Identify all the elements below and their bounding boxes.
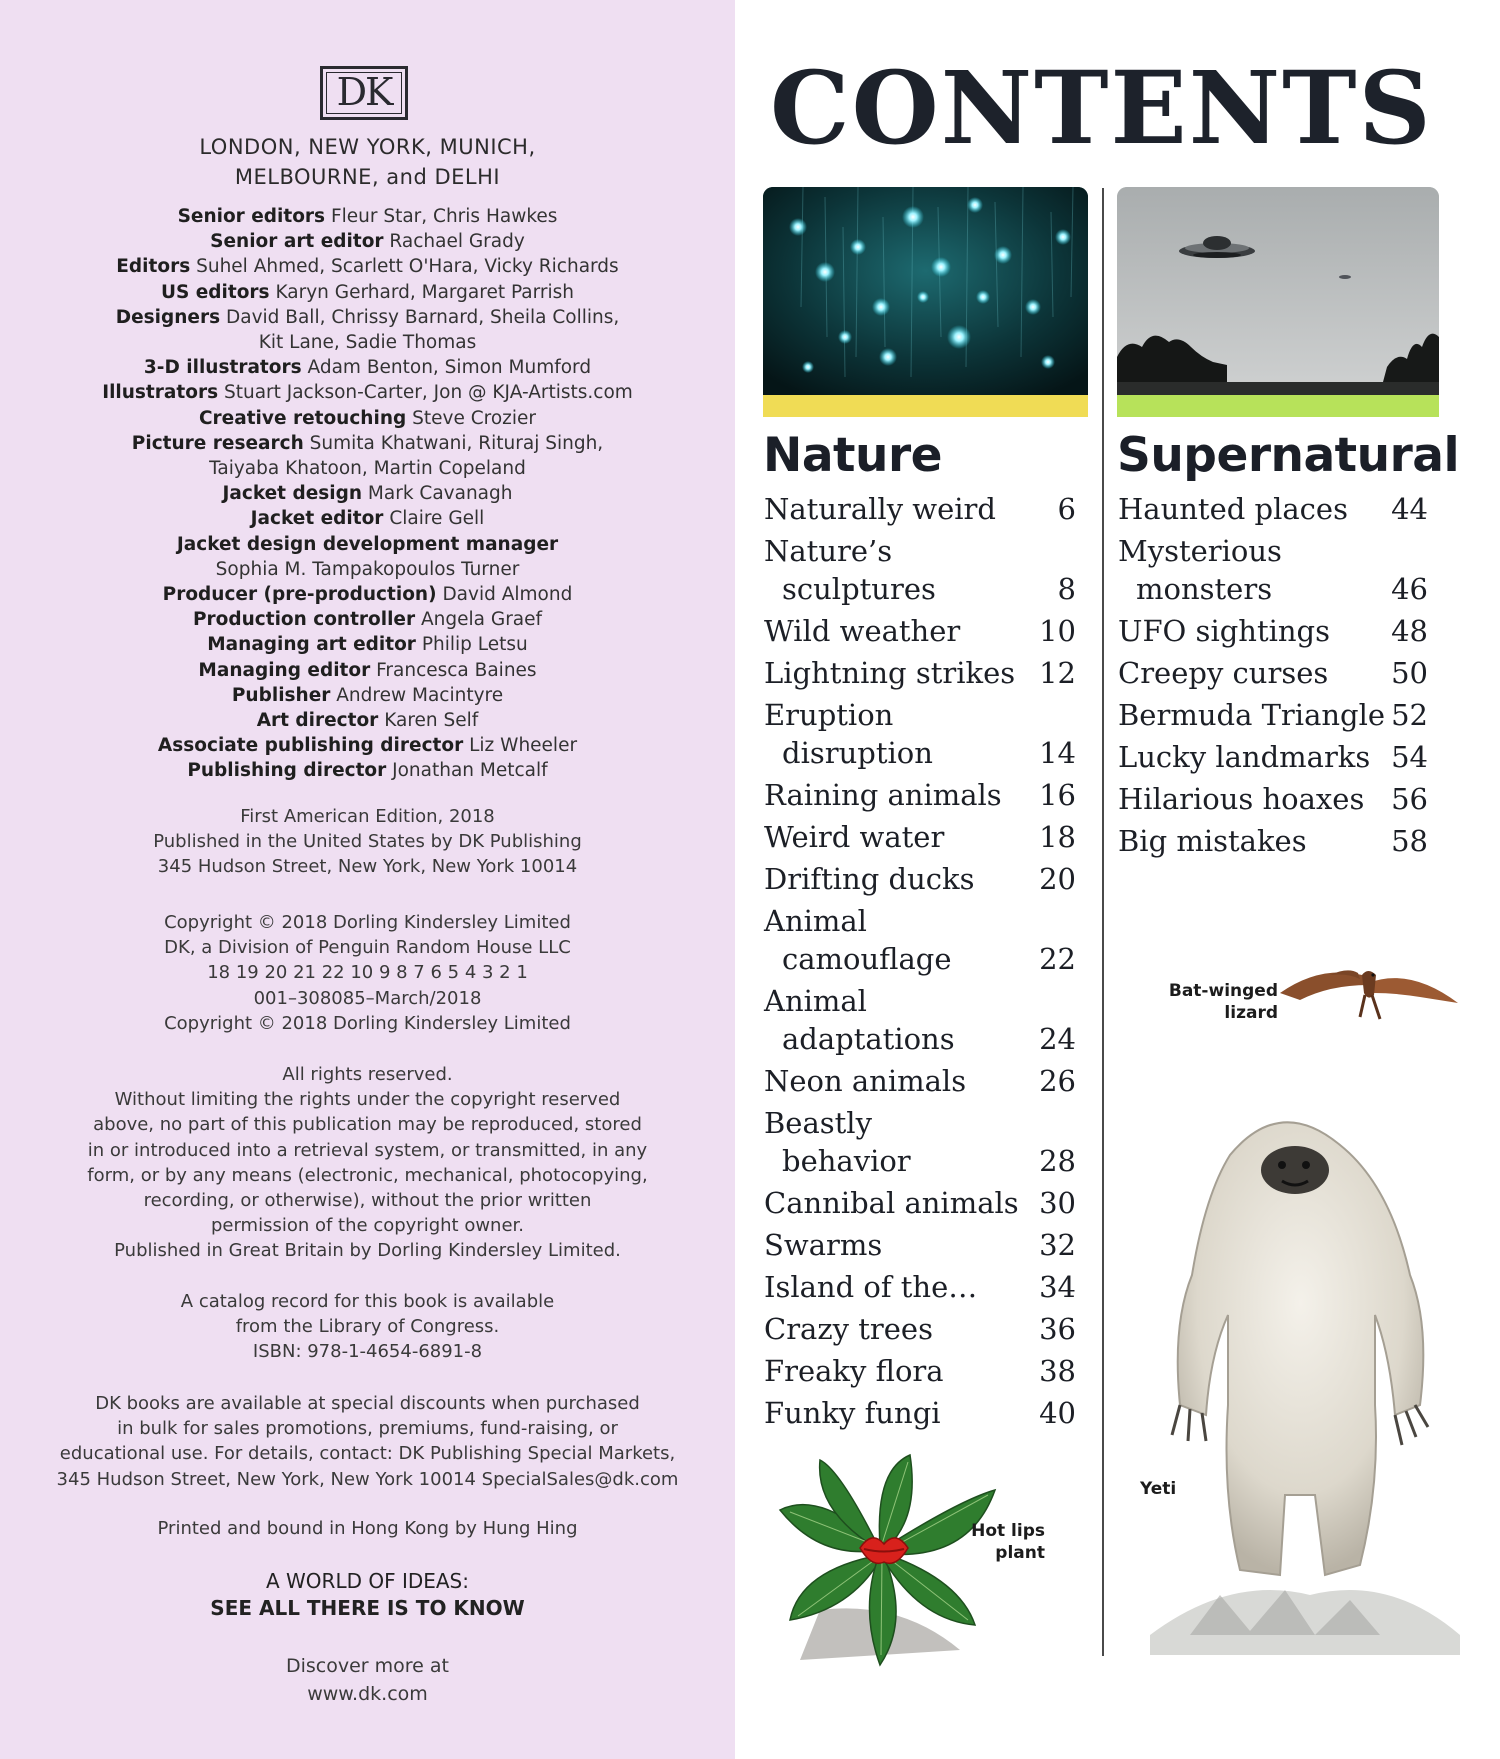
toc-entry[interactable]	[764, 696, 1076, 772]
credit-names: David Ball, Chrissy Barnard, Sheila Collins,	[225, 306, 620, 328]
credit-line	[0, 658, 735, 683]
nature-toc-list	[764, 490, 1076, 1436]
credit-names: Steve Crozier	[412, 407, 536, 429]
rights-line: in or introduced into a retrieval system, or transmitted, in any	[87, 1139, 648, 1161]
toc-entry-title: UFO sightings	[1118, 614, 1331, 648]
credit-line	[0, 355, 735, 380]
toc-entry-title: Haunted places	[1118, 492, 1348, 526]
credit-line	[0, 456, 735, 481]
ufo-photo	[1117, 187, 1439, 417]
credit-line	[0, 557, 735, 582]
toc-entry-title: Big mistakes	[1118, 824, 1307, 858]
rights-line: form, or by any means (electronic, mechanical, photocopying,	[87, 1164, 648, 1186]
cities-line: LONDON, NEW YORK, MUNICH,	[199, 135, 536, 159]
toc-entry[interactable]	[1118, 612, 1428, 650]
edition-line: 345 Hudson Street, New York, New York 10014	[157, 856, 578, 878]
glowworm-cave-photo	[763, 187, 1088, 417]
toc-page-number: 36	[1039, 1312, 1076, 1346]
toc-page-number: 28	[1039, 1144, 1076, 1178]
copyright-line: DK, a Division of Penguin Random House LLC	[164, 937, 571, 959]
slogan-line: SEE ALL THERE IS TO KNOW	[210, 1596, 525, 1620]
toc-entry[interactable]	[1118, 696, 1428, 734]
credit-role: 3-D illustrators	[143, 357, 302, 379]
rights-line: recording, or otherwise), without the prior written	[143, 1190, 592, 1212]
toc-entry-title: Wild weather	[764, 614, 961, 648]
credit-names: Jonathan Metcalf	[392, 760, 548, 782]
copyright-block	[0, 910, 735, 1036]
toc-entry-title: Cannibal animals	[764, 1186, 1019, 1220]
credit-role: Creative retouching	[198, 407, 407, 429]
website-link[interactable]: www.dk.com	[307, 1683, 428, 1705]
caption-line: plant	[995, 1543, 1045, 1563]
discover-block	[0, 1652, 735, 1708]
credit-names: Adam Benton, Simon Mumford	[307, 357, 592, 379]
credit-role: Art director	[256, 710, 379, 732]
toc-page-number: 14	[1039, 736, 1076, 770]
toc-page-number: 18	[1039, 820, 1076, 854]
toc-entry[interactable]	[764, 1268, 1076, 1306]
toc-entry[interactable]	[764, 1394, 1076, 1432]
toc-page-number: 32	[1039, 1228, 1076, 1262]
credit-role: Illustrators	[102, 382, 219, 404]
slogan-line: A WORLD OF IDEAS:	[265, 1569, 469, 1593]
publisher-cities	[0, 132, 735, 192]
sales-line: 345 Hudson Street, New York, New York 10014 SpecialSales@dk.com	[56, 1468, 679, 1490]
credit-names: Karyn Gerhard, Margaret Parrish	[275, 281, 575, 303]
toc-entry[interactable]	[764, 1062, 1076, 1100]
toc-entry-title: Raining animals	[764, 778, 1002, 812]
credit-line	[0, 607, 735, 632]
toc-entry[interactable]	[764, 490, 1076, 528]
credit-line	[0, 305, 735, 330]
credit-line	[0, 280, 735, 305]
toc-entry[interactable]	[764, 1352, 1076, 1390]
copyright-line: 001–308085–March/2018	[253, 987, 482, 1009]
credit-role: Jacket editor	[250, 508, 384, 530]
toc-entry-title: Nature’s	[764, 534, 893, 568]
toc-page-number: 48	[1391, 614, 1428, 648]
credit-line	[0, 733, 735, 758]
credit-role: Picture research	[131, 432, 304, 454]
nature-color-band	[763, 395, 1088, 417]
credit-role: Publisher	[231, 684, 331, 706]
credit-names: Mark Cavanagh	[367, 483, 513, 505]
rights-line: above, no part of this publication may be reproduced, stored	[93, 1114, 642, 1136]
toc-entry[interactable]	[764, 532, 1076, 608]
copyright-line: Copyright © 2018 Dorling Kindersley Limited	[164, 1012, 571, 1034]
credit-line	[0, 406, 735, 431]
credit-role: Editors	[116, 256, 191, 278]
toc-entry-title-continued: disruption	[782, 736, 933, 770]
contents-title: CONTENTS	[770, 49, 1433, 167]
cities-line: MELBOURNE, and DELHI	[234, 165, 501, 189]
toc-entry-title: Animal	[764, 984, 867, 1018]
credit-role: Jacket design	[222, 483, 363, 505]
toc-entry[interactable]	[1118, 780, 1428, 818]
toc-entry-title: Creepy curses	[1118, 656, 1329, 690]
toc-page-number: 58	[1391, 824, 1428, 858]
printed-text: Printed and bound in Hong Kong by Hung Hing	[157, 1518, 578, 1539]
credit-line	[0, 330, 735, 355]
credit-names: Sophia M. Tampakopoulos Turner	[215, 558, 520, 580]
toc-entry-title: Island of the…	[764, 1270, 978, 1304]
credit-line	[0, 632, 735, 657]
credit-line	[0, 380, 735, 405]
caption-yeti: Yeti	[1140, 1479, 1177, 1499]
rights-line: permission of the copyright owner.	[210, 1215, 525, 1237]
toc-page-number: 40	[1039, 1396, 1076, 1430]
edition-line: Published in the United States by DK Publishing	[153, 831, 582, 853]
toc-entry-title: Drifting ducks	[764, 862, 975, 896]
toc-entry-title: Lucky landmarks	[1118, 740, 1371, 774]
credit-role: Producer (pre-production)	[162, 584, 437, 606]
edition-block	[0, 804, 735, 880]
toc-page-number: 6	[1057, 492, 1076, 526]
toc-entry-title: Weird water	[764, 820, 945, 854]
credit-role: Production controller	[192, 609, 416, 631]
toc-entry-title: Animal	[764, 904, 867, 938]
rights-line: Without limiting the rights under the copyright reserved	[114, 1089, 621, 1111]
discover-line: Discover more at	[285, 1655, 449, 1677]
toc-page-number: 50	[1391, 656, 1428, 690]
dk-logo-text: DK	[336, 70, 392, 114]
copyright-line: 18 19 20 21 22 10 9 8 7 6 5 4 3 2 1	[207, 962, 528, 984]
credit-names: Suhel Ahmed, Scarlett O'Hara, Vicky Richards	[196, 256, 619, 278]
column-divider	[1102, 188, 1104, 1656]
toc-entry-title-continued: behavior	[782, 1144, 911, 1178]
credits-list	[0, 204, 735, 784]
toc-entry-title: Mysterious	[1118, 534, 1282, 568]
sales-line: in bulk for sales promotions, premiums, fund-raising, or	[117, 1418, 618, 1440]
toc-entry[interactable]	[764, 654, 1076, 692]
credit-names: Stuart Jackson-Carter, Jon @ KJA-Artists.com	[223, 382, 633, 404]
toc-entry-title: Swarms	[764, 1228, 883, 1262]
toc-page-number: 38	[1039, 1354, 1076, 1388]
credit-names: Kit Lane, Sadie Thomas	[258, 332, 477, 354]
toc-page-number: 46	[1391, 572, 1428, 606]
sales-line: DK books are available at special discounts when purchased	[95, 1393, 640, 1414]
supernatural-heading: Supernatural	[1117, 428, 1460, 483]
toc-page-number: 56	[1391, 782, 1428, 816]
toc-entry[interactable]	[764, 776, 1076, 814]
credit-role: Managing art editor	[207, 634, 416, 656]
slogan-block	[0, 1568, 735, 1622]
toc-page-number: 44	[1391, 492, 1428, 526]
credit-line	[0, 254, 735, 279]
credit-line	[0, 431, 735, 456]
credit-names: Fleur Star, Chris Hawkes	[330, 206, 558, 227]
toc-entry[interactable]	[764, 1226, 1076, 1264]
toc-page-number: 22	[1039, 942, 1076, 976]
credit-line	[0, 708, 735, 733]
toc-entry-title: Bermuda Triangle	[1118, 698, 1386, 732]
credit-names: Philip Letsu	[421, 634, 528, 656]
dk-logo	[320, 66, 408, 120]
catalog-line: A catalog record for this book is available	[180, 1291, 555, 1312]
credit-line	[0, 758, 735, 783]
credit-role: Jacket design development manager	[176, 533, 559, 555]
toc-entry-title: Naturally weird	[764, 492, 996, 526]
credit-names: Karen Self	[384, 710, 479, 732]
caption-line: Bat-winged	[1168, 981, 1278, 1001]
toc-entry-title-continued: monsters	[1136, 572, 1273, 606]
credit-names: Taiyaba Khatoon, Martin Copeland	[209, 458, 526, 480]
toc-entry-title: Hilarious hoaxes	[1118, 782, 1365, 816]
toc-entry[interactable]	[764, 860, 1076, 898]
toc-entry[interactable]	[764, 982, 1076, 1058]
toc-entry-title: Crazy trees	[764, 1312, 933, 1346]
credit-line	[0, 481, 735, 506]
toc-page-number: 26	[1039, 1064, 1076, 1098]
toc-page-number: 12	[1039, 656, 1076, 690]
pterosaur-illustration	[1270, 945, 1465, 1049]
toc-entry[interactable]	[1118, 738, 1428, 776]
rights-line: Published in Great Britain by Dorling Kindersley Limited.	[114, 1240, 621, 1262]
imprint-page	[0, 0, 735, 1759]
toc-entry[interactable]	[764, 818, 1076, 856]
catalog-block	[0, 1289, 735, 1365]
toc-entry[interactable]	[1118, 822, 1428, 860]
credit-line	[0, 532, 735, 557]
supernatural-toc-list	[1118, 490, 1428, 864]
caption-line: Hot lips	[971, 1521, 1045, 1541]
credit-line	[0, 683, 735, 708]
credit-names: Claire Gell	[389, 508, 485, 530]
toc-entry[interactable]	[764, 1310, 1076, 1348]
toc-page-number: 10	[1039, 614, 1076, 648]
credit-names: David Almond	[442, 584, 573, 606]
rights-line: All rights reserved.	[282, 1064, 453, 1085]
toc-entry[interactable]	[1118, 532, 1428, 608]
toc-entry-title: Freaky flora	[764, 1354, 944, 1388]
toc-entry-title: Funky fungi	[764, 1396, 941, 1430]
toc-entry-title: Neon animals	[764, 1064, 967, 1098]
toc-entry[interactable]	[764, 1104, 1076, 1180]
credit-names: Andrew Macintyre	[336, 684, 504, 706]
toc-entry[interactable]	[764, 1184, 1076, 1222]
credit-role: Publishing director	[187, 760, 387, 782]
printed-line	[0, 1516, 735, 1541]
supernatural-color-band	[1117, 395, 1439, 417]
toc-page-number: 54	[1391, 740, 1428, 774]
toc-entry-title: Lightning strikes	[764, 656, 1016, 690]
credit-role: Senior editors	[177, 206, 326, 227]
toc-page-number: 16	[1039, 778, 1076, 812]
caption-bat-winged-lizard	[1150, 980, 1278, 1024]
credit-names: Francesca Baines	[376, 659, 537, 681]
credit-line	[0, 204, 735, 229]
catalog-line: ISBN: 978-1-4654-6891-8	[252, 1341, 483, 1363]
toc-page-number: 24	[1039, 1022, 1076, 1056]
nature-heading: Nature	[763, 428, 943, 483]
credit-role: Managing editor	[198, 659, 371, 681]
credit-role: Designers	[115, 306, 221, 328]
toc-page-number: 20	[1039, 862, 1076, 896]
toc-entry[interactable]	[764, 902, 1076, 978]
credit-names: Rachael Grady	[389, 231, 525, 253]
toc-page-number: 30	[1039, 1186, 1076, 1220]
toc-entry[interactable]	[764, 612, 1076, 650]
sales-line: educational use. For details, contact: DK Publishing Special Markets,	[59, 1443, 676, 1465]
toc-page-number: 52	[1391, 698, 1428, 732]
credit-role: Senior art editor	[210, 231, 384, 253]
toc-page-number: 8	[1057, 572, 1076, 606]
credit-line	[0, 506, 735, 531]
credit-names: Sumita Khatwani, Rituraj Singh,	[309, 432, 604, 454]
sales-block	[0, 1391, 735, 1492]
credit-names: Angela Graef	[421, 609, 543, 631]
credit-names: Liz Wheeler	[469, 735, 578, 757]
yeti-illustration	[1110, 1075, 1470, 1659]
toc-entry-title-continued: camouflage	[782, 942, 952, 976]
toc-entry-title-continued: sculptures	[782, 572, 936, 606]
catalog-line: from the Library of Congress.	[235, 1316, 500, 1338]
edition-line: First American Edition, 2018	[240, 806, 495, 827]
rights-block	[0, 1062, 735, 1264]
copyright-line: Copyright © 2018 Dorling Kindersley Limited	[164, 912, 571, 933]
toc-entry-title: Beastly	[764, 1106, 872, 1140]
credit-role: Associate publishing director	[157, 735, 464, 757]
toc-page-number: 34	[1039, 1270, 1076, 1304]
credit-line	[0, 582, 735, 607]
toc-entry-title-continued: adaptations	[782, 1022, 955, 1056]
toc-entry[interactable]	[1118, 490, 1428, 528]
credit-role: US editors	[160, 281, 270, 303]
toc-entry[interactable]	[1118, 654, 1428, 692]
credit-line	[0, 229, 735, 254]
toc-entry-title: Eruption	[764, 698, 894, 732]
caption-hot-lips-plant	[940, 1520, 1045, 1564]
caption-line: lizard	[1224, 1003, 1278, 1023]
